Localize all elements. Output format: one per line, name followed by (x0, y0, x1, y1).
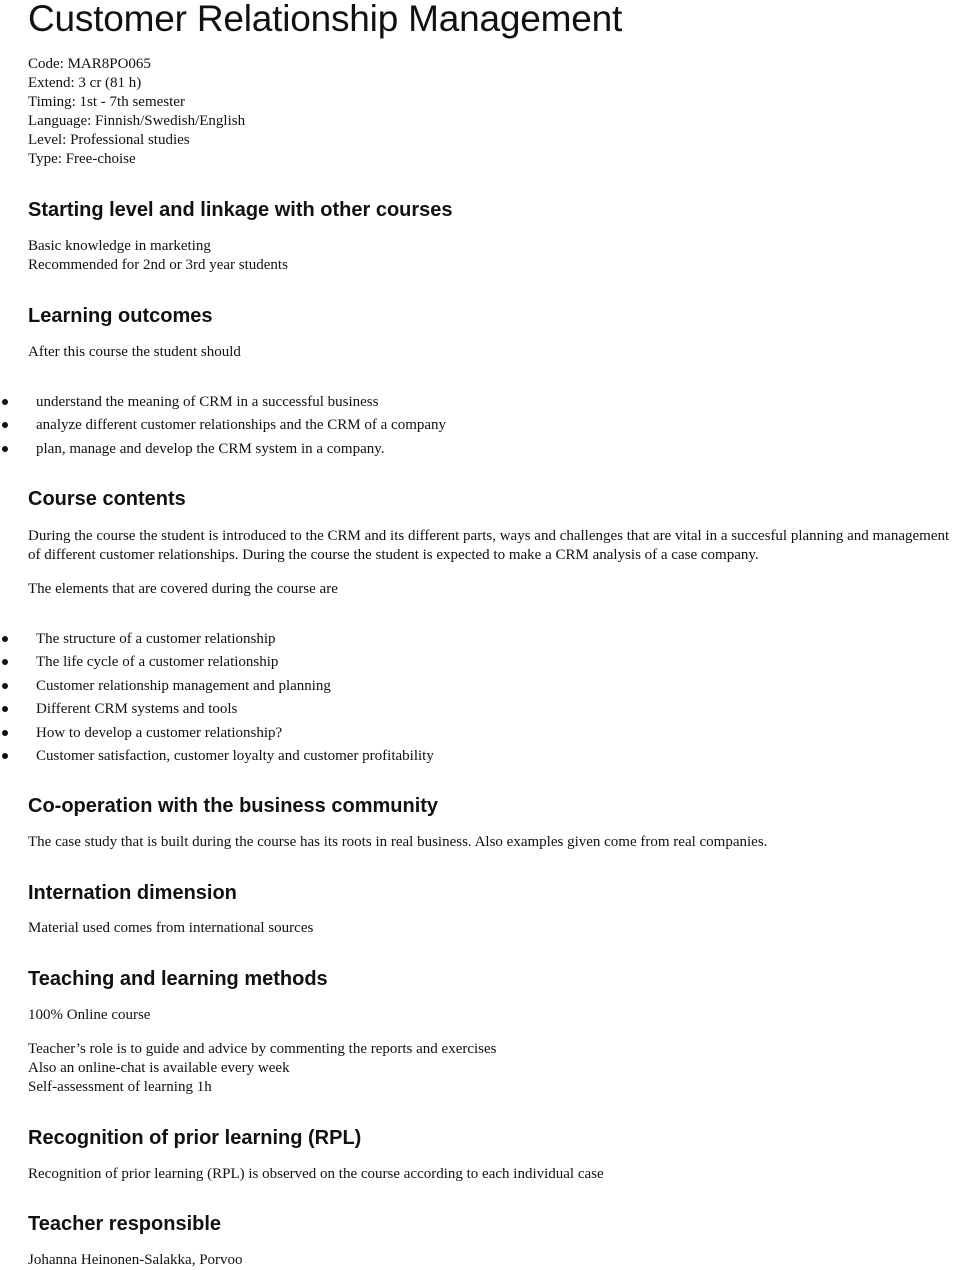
teaching-methods-heading: Teaching and learning methods (28, 968, 328, 990)
methods-line: Also an online-chat is available every week (28, 1060, 290, 1076)
bullet-icon (2, 659, 8, 665)
teacher-heading: Teacher responsible (28, 1213, 222, 1235)
list-item (0, 630, 434, 653)
international-text: Material used comes from international sources (28, 920, 314, 936)
bullet-icon (2, 399, 8, 405)
meta-code: Code: MAR8PO065 (28, 56, 151, 72)
list-item (0, 700, 434, 723)
learning-outcomes-heading: Learning outcomes (28, 305, 213, 327)
starting-level-heading: Starting level and linkage with other courses (28, 199, 453, 221)
international-heading: Internation dimension (28, 882, 237, 904)
list-item (0, 440, 446, 463)
teacher-name: Johanna Heinonen-Salakka, Porvoo (28, 1252, 243, 1268)
bullet-icon (2, 683, 8, 689)
list-item-text: Customer satisfaction, customer loyalty and customer profitability (36, 747, 434, 764)
meta-extend: Extend: 3 cr (81 h) (28, 75, 142, 91)
bullet-icon (2, 446, 8, 452)
teaching-methods-first: 100% Online course (28, 1007, 151, 1023)
rpl-text: Recognition of prior learning (RPL) is observed on the course according to each individual case (28, 1166, 604, 1182)
meta-timing: Timing: 1st - 7th semester (28, 94, 185, 110)
learning-outcomes-intro: After this course the student should (28, 344, 241, 360)
list-item (0, 724, 434, 747)
course-contents-intro: The elements that are covered during the course are (28, 581, 338, 597)
course-contents-list (0, 630, 434, 770)
list-item-text: understand the meaning of CRM in a successful business (36, 394, 379, 410)
list-item-text: plan, manage and develop the CRM system in a company. (36, 440, 385, 457)
list-item (0, 677, 434, 700)
course-contents-heading: Course contents (28, 488, 186, 510)
bullet-icon (2, 636, 8, 642)
list-item-text: The structure of a customer relationship (36, 631, 276, 647)
list-item (0, 653, 434, 676)
cooperation-heading: Co-operation with the business community (28, 795, 439, 817)
rpl-heading: Recognition of prior learning (RPL) (28, 1127, 362, 1149)
list-item-text: The life cycle of a customer relationship (36, 654, 279, 671)
methods-line: Teacher’s role is to guide and advice by commenting the reports and exercises (28, 1041, 497, 1057)
methods-line: Self-assessment of learning 1h (28, 1079, 212, 1095)
teaching-methods-details (28, 1040, 497, 1097)
course-contents-paragraph: During the course the student is introduced to the CRM and its different parts, ways and challenges that are vital in a succesful planning and management of different customer relationships. During the course the student is expected to make a CRM analysis of a case company. (28, 528, 950, 563)
meta-type: Type: Free-choise (28, 151, 136, 167)
list-item-text: Customer relationship management and planning (36, 677, 331, 694)
list-item (0, 393, 446, 416)
starting-line: Basic knowledge in marketing (28, 238, 211, 254)
list-item (0, 416, 446, 439)
list-item-text: Different CRM systems and tools (36, 701, 238, 718)
starting-level-text (28, 237, 288, 275)
list-item-text: How to develop a customer relationship? (36, 724, 283, 741)
list-item-text: analyze different customer relationships and the CRM of a company (36, 417, 447, 434)
bullet-icon (2, 730, 8, 736)
course-meta (28, 55, 245, 169)
list-item (0, 747, 434, 770)
meta-language: Language: Finnish/Swedish/English (28, 113, 246, 129)
starting-line: Recommended for 2nd or 3rd year students (28, 257, 288, 273)
cooperation-text: The case study that is built during the course has its roots in real business. Also examples given come from real companies. (28, 834, 768, 850)
document-title: Customer Relationship Management (28, 0, 623, 39)
bullet-icon (2, 422, 8, 428)
bullet-icon (2, 706, 8, 712)
meta-level: Level: Professional studies (28, 132, 190, 148)
bullet-icon (2, 753, 8, 759)
learning-outcomes-list (0, 393, 446, 463)
